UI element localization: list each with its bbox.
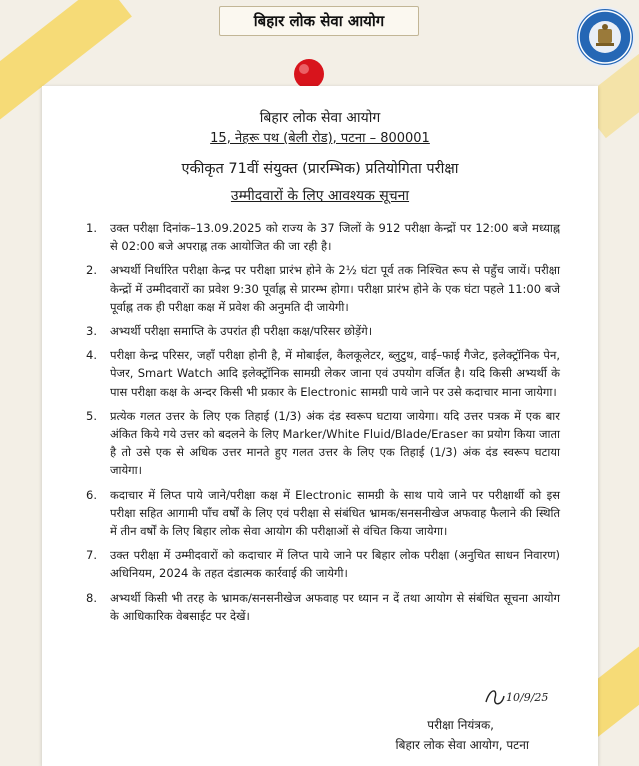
item-number: 8. <box>86 590 97 605</box>
list-item <box>42 589 598 625</box>
org-address <box>42 128 598 146</box>
handwritten-signature <box>482 684 552 710</box>
list-item <box>42 346 598 401</box>
notice-heading <box>42 186 598 205</box>
item-text: अभ्यर्थी निर्धारित परीक्षा केन्द्र पर परीक्षा प्रारंभ होने के 2½ घंटा पूर्व तक निश्चित रूप से पहुँच जायें। परीक्षा केन्द्रों में उम्मीदवारों का प्रवेश 9:30 पूर्वाह्न से प्रारम्भ होगा। परीक्षा प्रारंभ होने के एक घंटा पहले 11:00 बजे पूर्वाह्न तक ही परीक्षा कक्ष में प्रवेश की अनुमति दी जायेगी। <box>110 263 560 314</box>
signatory-role: परीक्षा नियंत्रक, <box>427 718 494 732</box>
item-number: 3. <box>86 324 97 339</box>
banner-title: बिहार लोक सेवा आयोग <box>219 6 419 36</box>
item-text: कदाचार में लिप्त पाये जाने/परीक्षा कक्ष में Electronic सामग्री के साथ पाये जाने पर परीक्षार्थी को इस परीक्षा सहित आगामी पाँच वर्षों के लिए एवं परीक्षा से संबंधित भ्रामक/सनसनीखेज अफवाह फैलाने की स्थिति में तीन वर्षों के लिए बिहार लोक सेवा आयोग की परीक्षाओं से वंचित किया जायेगा। <box>110 487 560 539</box>
item-number: 5. <box>86 408 97 423</box>
list-item <box>42 322 598 340</box>
list-item <box>42 261 598 316</box>
item-text: परीक्षा केन्द्र परिसर, जहाँ परीक्षा होनी है, में मोबाईल, कैलकूलेटर, ब्लुटुथ, वाई–फाई गैजेट, इलेक्ट्रॉनिक पेन, पेजर, Smart Watch आदि इलेक्ट्रॉनिक सामग्री लेकर जाना एवं उपयोग वर्जित है। यदि किसी अभ्यर्थी के पास परीक्षा कक्ष के अन्दर किसी भी प्रकार के Electronic सामग्री पाये जाने पर उसे कदाचार माना जायेगा। <box>110 348 560 399</box>
item-number: 1. <box>86 221 97 235</box>
list-item <box>42 407 598 480</box>
signature-date: 10/9/25 <box>506 691 549 704</box>
instructions-list <box>42 219 598 631</box>
org-address-text: 15, नेहरू पथ (बेली रोड), पटना – 800001 <box>210 131 430 146</box>
item-text: प्रत्येक गलत उत्तर के लिए एक तिहाई (1/3) अंक दंड स्वरूप घटाया जायेगा। यदि उत्तर पत्रक में एक बार अंकित किये गये उत्तर को बदलने के लिए Marker/White Fluid/Blade/Eraser का प्रयोग किया जाता है तो उसे एक से अधिक उत्तर मानते हुए गलत उत्तर के लिए एक तिहाई (1/3) अंक दंड स्वरूप घटाया जायेगा। <box>110 408 560 478</box>
notice-heading-text: उम्मीदवारों के लिए आवश्यक सूचना <box>230 188 410 204</box>
item-number: 2. <box>86 263 97 278</box>
item-number: 4. <box>86 348 97 363</box>
item-text: उक्त परीक्षा दिनांक–13.09.2025 को राज्य के 37 जिलों के 912 परीक्षा केन्द्रों पर 12:00 बजे मध्याह्न से 02:00 बजे अपराह्न तक आयोजित की जा रही है। <box>110 221 560 254</box>
item-number: 7. <box>86 548 97 563</box>
signatory-office: बिहार लोक सेवा आयोग, पटना <box>395 738 529 752</box>
list-item <box>42 486 598 541</box>
item-text: अभ्यर्थी किसी भी तरह के भ्रामक/सनसनीखेज अफवाह पर ध्यान न दें तथा आयोग से संबंधित सूचना आयोग के आधिकारिक वेबसाईट पर देखें। <box>110 590 560 623</box>
list-item <box>42 219 598 255</box>
item-text: उक्त परीक्षा में उम्मीदवारों को कदाचार में लिप्त पाये जाने पर बिहार लोक परीक्षा (अनुचित साधन निवारण) अधिनियम, 2024 के तहत दंडात्मक कार्रवाई की जायेगी। <box>110 548 560 581</box>
bpsc-seal-icon <box>575 7 635 67</box>
list-item <box>42 546 598 582</box>
item-text: अभ्यर्थी परीक्षा समाप्ति के उपरांत ही परीक्षा कक्ष/परिसर छोड़ेंगे। <box>110 324 373 339</box>
exam-title: एकीकृत 71वीं संयुक्त (प्रारम्भिक) प्रतियोगिता परीक्षा <box>181 161 459 177</box>
notice-document <box>42 86 598 766</box>
org-name: बिहार लोक सेवा आयोग <box>259 110 381 126</box>
item-number: 6. <box>86 487 97 502</box>
